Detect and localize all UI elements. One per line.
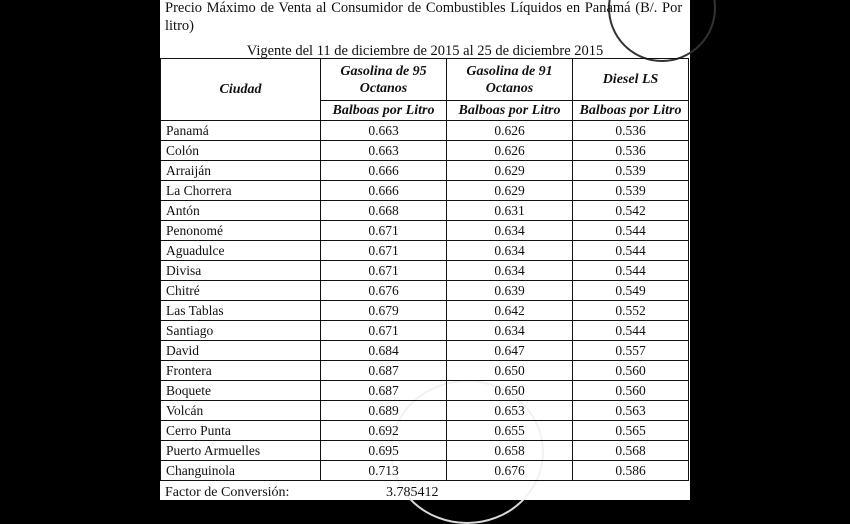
table-row xyxy=(161,381,689,401)
gasoline-91-price: 0.655 xyxy=(447,421,573,441)
table-row xyxy=(161,221,689,241)
table-row xyxy=(161,321,689,341)
table-row xyxy=(161,201,689,221)
gasoline-95-price: 0.687 xyxy=(321,361,447,381)
gasoline-91-price: 0.650 xyxy=(447,381,573,401)
city-cell: Boquete xyxy=(161,381,321,401)
diesel-ls-price: 0.565 xyxy=(573,421,689,441)
city-cell: Penonomé xyxy=(161,221,321,241)
table-row xyxy=(161,261,689,281)
gasoline-95-price: 0.689 xyxy=(321,401,447,421)
heading-line-2: litro) xyxy=(165,18,194,34)
city-cell: Arraiján xyxy=(161,161,321,181)
gasoline-91-price: 0.634 xyxy=(447,321,573,341)
gasoline-91-price: 0.647 xyxy=(447,341,573,361)
conversion-factor-label: Factor de Conversión: xyxy=(165,485,290,500)
gasoline-91-price: 0.629 xyxy=(447,161,573,181)
gasoline-95-price: 0.713 xyxy=(321,461,447,481)
city-cell: Santiago xyxy=(161,321,321,341)
diesel-ls-price: 0.560 xyxy=(573,381,689,401)
table-row xyxy=(161,461,689,481)
gasoline-91-price: 0.676 xyxy=(447,461,573,481)
diesel-ls-price: 0.560 xyxy=(573,361,689,381)
gasoline-95-price: 0.671 xyxy=(321,241,447,261)
gasoline-91-price: 0.650 xyxy=(447,361,573,381)
city-cell: Changuinola xyxy=(161,461,321,481)
unit-gasoline-91: Balboas por Litro xyxy=(447,101,573,121)
city-cell: Antón xyxy=(161,201,321,221)
gasoline-91-price: 0.634 xyxy=(447,221,573,241)
unit-gasoline-95: Balboas por Litro xyxy=(321,101,447,121)
gasoline-95-price: 0.679 xyxy=(321,301,447,321)
heading-line-1: Precio Máximo de Venta al Consumidor de Combustibles Líquidos en Panamá (B/. Por xyxy=(165,0,683,16)
header-gasoline-91: Gasolina de 91 Octanos xyxy=(447,59,573,101)
diesel-ls-price: 0.536 xyxy=(573,141,689,161)
diesel-ls-price: 0.544 xyxy=(573,241,689,261)
table-row xyxy=(161,401,689,421)
gasoline-91-price: 0.631 xyxy=(447,201,573,221)
diesel-ls-price: 0.539 xyxy=(573,161,689,181)
unit-diesel-ls: Balboas por Litro xyxy=(573,101,689,121)
table-row xyxy=(161,281,689,301)
city-cell: Volcán xyxy=(161,401,321,421)
table-header-row xyxy=(161,59,689,101)
city-cell: David xyxy=(161,341,321,361)
city-cell: Las Tablas xyxy=(161,301,321,321)
gasoline-95-price: 0.663 xyxy=(321,141,447,161)
header-diesel-ls: Diesel LS xyxy=(573,59,689,101)
gasoline-95-price: 0.695 xyxy=(321,441,447,461)
conversion-factor-value: 3.785412 xyxy=(386,485,439,500)
table-row xyxy=(161,361,689,381)
diesel-ls-price: 0.544 xyxy=(573,321,689,341)
diesel-ls-price: 0.544 xyxy=(573,221,689,241)
city-cell: Colón xyxy=(161,141,321,161)
diesel-ls-price: 0.563 xyxy=(573,401,689,421)
city-cell: Chitré xyxy=(161,281,321,301)
diesel-ls-price: 0.549 xyxy=(573,281,689,301)
gasoline-95-price: 0.671 xyxy=(321,261,447,281)
city-cell: Frontera xyxy=(161,361,321,381)
diesel-ls-price: 0.539 xyxy=(573,181,689,201)
gasoline-91-price: 0.626 xyxy=(447,141,573,161)
gasoline-91-price: 0.634 xyxy=(447,261,573,281)
diesel-ls-price: 0.544 xyxy=(573,261,689,281)
city-cell: Cerro Punta xyxy=(161,421,321,441)
gasoline-91-price: 0.626 xyxy=(447,121,573,141)
gasoline-95-price: 0.668 xyxy=(321,201,447,221)
table-row xyxy=(161,141,689,161)
gasoline-91-price: 0.639 xyxy=(447,281,573,301)
table-row xyxy=(161,181,689,201)
table-body xyxy=(161,121,689,481)
conversion-factor xyxy=(165,485,685,501)
header-gasoline-95: Gasolina de 95 Octanos xyxy=(321,59,447,101)
table-row xyxy=(161,121,689,141)
city-cell: Puerto Armuelles xyxy=(161,441,321,461)
diesel-ls-price: 0.568 xyxy=(573,441,689,461)
document-page xyxy=(160,0,690,500)
table-row xyxy=(161,441,689,461)
gasoline-91-price: 0.658 xyxy=(447,441,573,461)
diesel-ls-price: 0.542 xyxy=(573,201,689,221)
city-cell: Panamá xyxy=(161,121,321,141)
gasoline-95-price: 0.671 xyxy=(321,221,447,241)
gasoline-95-price: 0.692 xyxy=(321,421,447,441)
table-row xyxy=(161,301,689,321)
diesel-ls-price: 0.552 xyxy=(573,301,689,321)
validity-period: Vigente del 11 de diciembre de 2015 al 25 de diciembre 2015 xyxy=(246,43,604,59)
gasoline-95-price: 0.663 xyxy=(321,121,447,141)
table-row xyxy=(161,161,689,181)
diesel-ls-price: 0.536 xyxy=(573,121,689,141)
diesel-ls-price: 0.586 xyxy=(573,461,689,481)
gasoline-95-price: 0.666 xyxy=(321,181,447,201)
gasoline-91-price: 0.653 xyxy=(447,401,573,421)
fuel-price-table xyxy=(160,58,689,481)
header-city: Ciudad xyxy=(161,59,321,121)
table-row xyxy=(161,241,689,261)
gasoline-95-price: 0.687 xyxy=(321,381,447,401)
gasoline-95-price: 0.684 xyxy=(321,341,447,361)
gasoline-95-price: 0.676 xyxy=(321,281,447,301)
city-cell: Aguadulce xyxy=(161,241,321,261)
city-cell: Divisa xyxy=(161,261,321,281)
diesel-ls-price: 0.557 xyxy=(573,341,689,361)
gasoline-91-price: 0.642 xyxy=(447,301,573,321)
gasoline-91-price: 0.629 xyxy=(447,181,573,201)
gasoline-95-price: 0.671 xyxy=(321,321,447,341)
table-row xyxy=(161,341,689,361)
gasoline-91-price: 0.634 xyxy=(447,241,573,261)
document-heading xyxy=(165,0,685,35)
gasoline-95-price: 0.666 xyxy=(321,161,447,181)
table-row xyxy=(161,421,689,441)
city-cell: La Chorrera xyxy=(161,181,321,201)
